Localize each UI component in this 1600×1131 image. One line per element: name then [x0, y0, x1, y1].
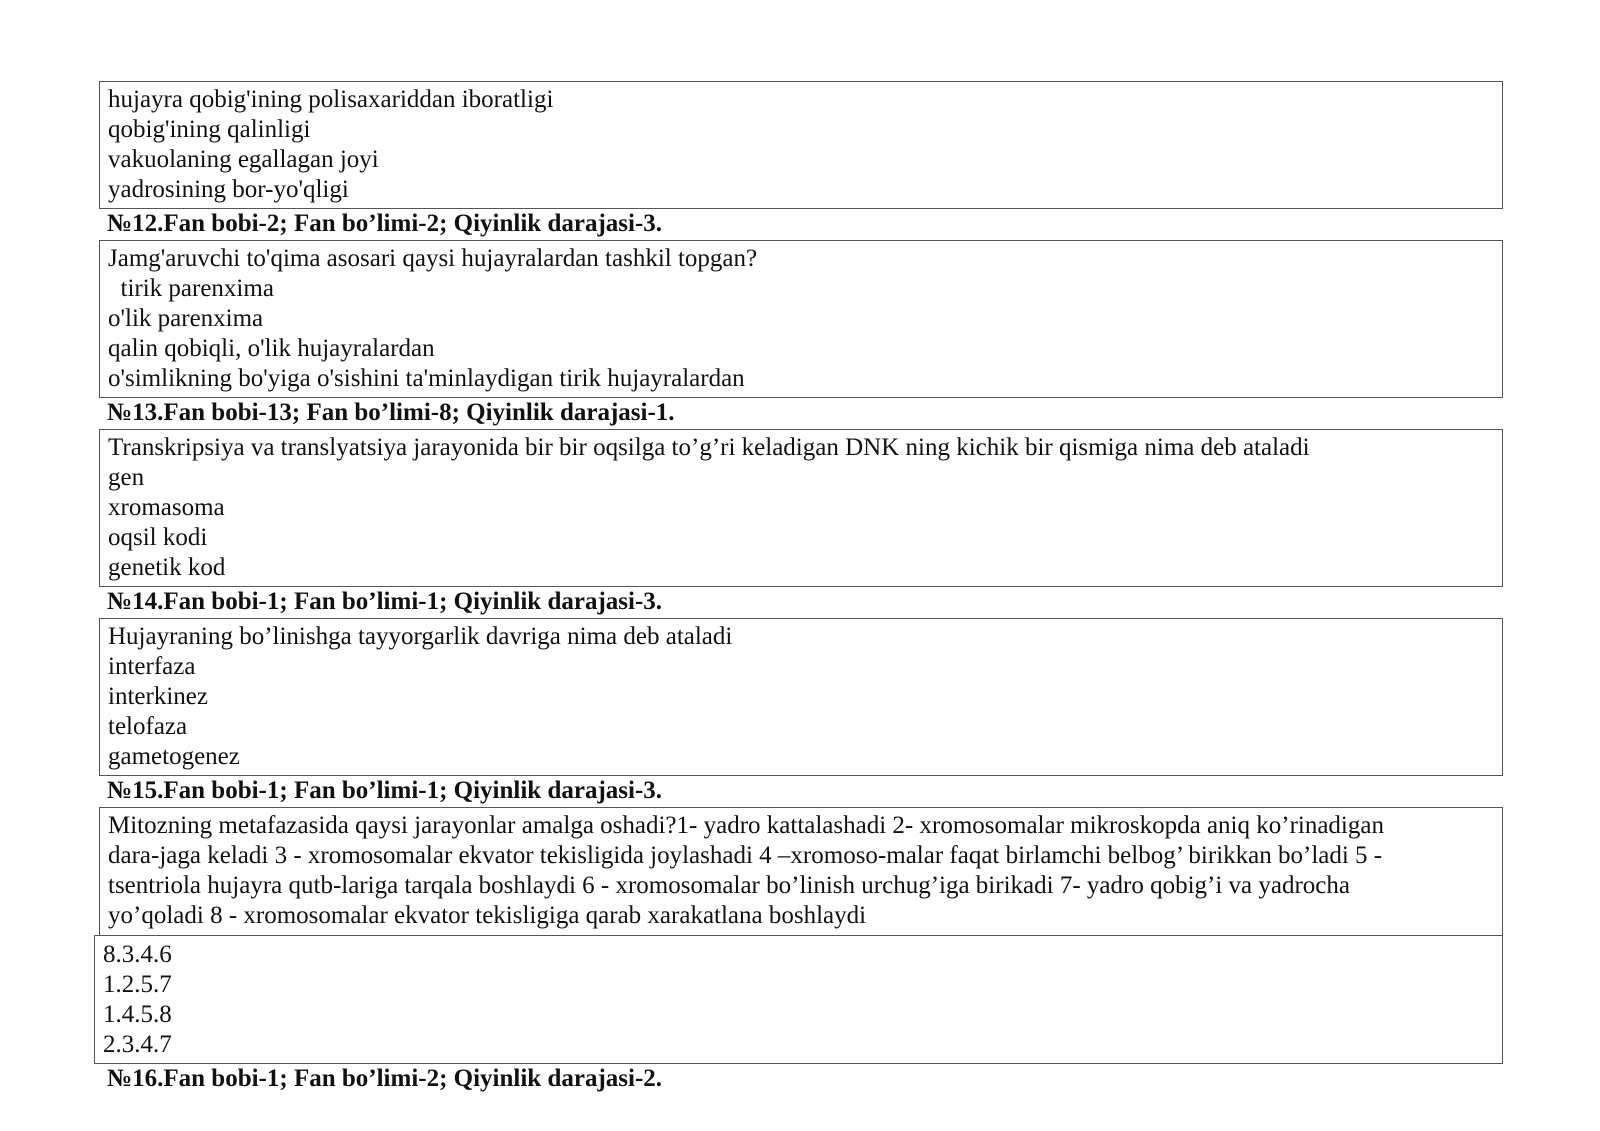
- question-text: Mitozning metafazasida qaysi jarayonlar amalga oshadi?1- yadro kattalashadi 2- xromosomalar mikroskopda aniq ko’rinadigan: [108, 812, 1384, 839]
- answer-option: o'simlikning bo'yiga o'sishini ta'minlaydigan tirik hujayralardan: [108, 365, 745, 392]
- answer-box-15: [94, 935, 1503, 1064]
- answer-option: qobig'ining qalinligi: [108, 116, 311, 143]
- question-heading-15: №15.Fan bobi-1; Fan bo’limi-1; Qiyinlik darajasi-3.: [107, 777, 663, 804]
- answer-option: xromasoma: [108, 494, 225, 521]
- answer-option: 2.3.4.7: [103, 1031, 172, 1058]
- answer-option: oqsil kodi: [108, 524, 208, 551]
- question-text: Jamg'aruvchi to'qima asosari qaysi hujayralardan tashkil topgan?: [108, 245, 758, 272]
- question-text: yo’qoladi 8 - xromosomalar ekvator tekisligiga qarab xarakatlana boshlaydi: [108, 902, 867, 929]
- answer-option: o'lik parenxima: [108, 305, 264, 332]
- answer-option: interfaza: [108, 653, 196, 680]
- question-text: Transkripsiya va translyatsiya jarayonida bir bir oqsilga to’g’ri keladigan DNK ning kichik bir qismiga nima deb ataladi: [108, 434, 1310, 461]
- answer-option: telofaza: [108, 713, 188, 740]
- answer-option: hujayra qobig'ining polisaxariddan iboratligi: [108, 86, 554, 113]
- answer-option: yadrosining bor-yo'qligi: [108, 176, 349, 203]
- question-heading-13: №13.Fan bobi-13; Fan bo’limi-8; Qiyinlik darajasi-1.: [107, 399, 675, 426]
- answer-option: 1.4.5.8: [103, 1001, 172, 1028]
- answer-option: gen: [108, 464, 145, 491]
- answer-option: 8.3.4.6: [103, 941, 172, 968]
- question-text: dara-jaga keladi 3 - xromosomalar ekvator tekisligida joylashadi 4 –xromoso-malar faqat birlamchi belbog’ birikkan bo’ladi 5 -: [108, 842, 1383, 869]
- answer-option: qalin qobiqli, o'lik hujayralardan: [108, 335, 435, 362]
- answer-option: genetik kod: [108, 554, 226, 581]
- question-heading-14: №14.Fan bobi-1; Fan bo’limi-1; Qiyinlik darajasi-3.: [107, 588, 663, 615]
- question-text: Hujayraning bo’linishga tayyorgarlik davriga nima deb ataladi: [108, 623, 733, 650]
- question-heading-12: №12.Fan bobi-2; Fan bo’limi-2; Qiyinlik darajasi-3.: [107, 210, 663, 237]
- question-text: tsentriola hujayra qutb-lariga tarqala boshlaydi 6 - xromosomalar bo’linish urchug’iga birikadi 7- yadro qobig’i va yadrocha: [108, 872, 1350, 899]
- answer-option: interkinez: [108, 683, 208, 710]
- answer-option: vakuolaning egallagan joyi: [108, 146, 379, 173]
- answer-option: tirik parenxima: [108, 275, 274, 302]
- answer-option: gametogenez: [108, 743, 240, 770]
- answer-option: 1.2.5.7: [103, 971, 172, 998]
- question-heading-16: №16.Fan bobi-1; Fan bo’limi-2; Qiyinlik darajasi-2.: [107, 1065, 663, 1092]
